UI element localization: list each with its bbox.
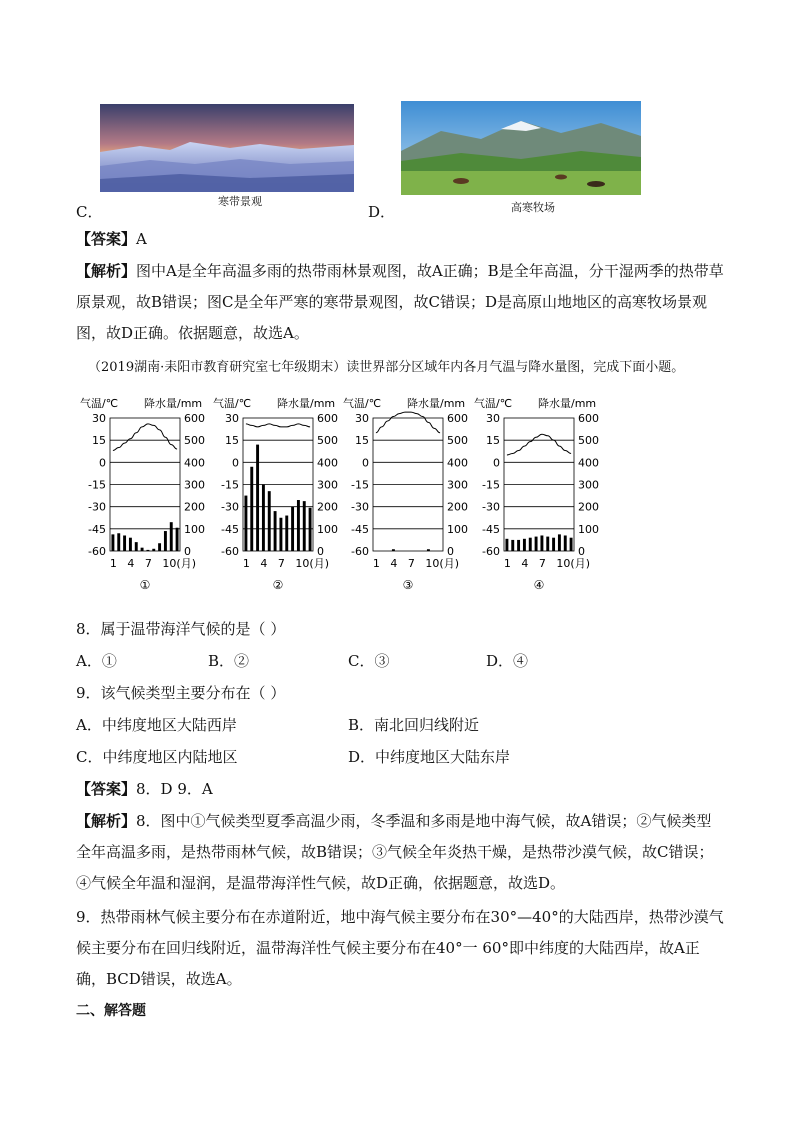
precipitation-bar (505, 539, 508, 551)
climate-chart-2 (213, 396, 338, 592)
answer-value-8-9: 8．D 9．A (136, 780, 213, 798)
section-heading: 二、解答题 (76, 1003, 146, 1019)
analysis-label: 【解析】 (76, 262, 137, 280)
temp-tick-label: -45 (221, 522, 239, 536)
temperature-curve (113, 424, 177, 451)
analysis-paragraph-8 (76, 806, 724, 899)
precipitation-bar (291, 507, 294, 551)
month-tick-label: 10(月) (162, 557, 197, 570)
month-tick-label: 7 (538, 557, 546, 570)
q9-option-a[interactable]: A．中纬度地区大陆西岸 (76, 716, 237, 734)
precipitation-bar (511, 540, 514, 551)
q8-option-a[interactable]: A．① (76, 652, 117, 670)
precipitation-bar (558, 534, 561, 551)
analysis-text-8: 8．图中①气候类型夏季高温少雨，冬季温和多雨是地中海气候，故A错误；②气候类型全年高温多雨，是热带雨林气候，故B错误；③气候全年炎热干燥，是热带沙漠气候，故C错误；④气候全年温和湿润，是温带海洋性气候，故D正确，依据题意，故选D。 (76, 812, 714, 892)
precipitation-bar (570, 538, 573, 551)
answer-label-8-9: 【答案】 (76, 780, 137, 798)
image-caption-c: 寒带景观 (218, 195, 262, 208)
temp-tick-label: 15 (225, 434, 239, 448)
precip-tick-label: 100 (578, 522, 599, 536)
precip-tick-label: 200 (317, 500, 338, 514)
precipitation-bar (146, 550, 149, 551)
temperature-curve (376, 412, 440, 433)
temp-tick-label: 0 (493, 456, 500, 470)
precip-tick-label: 600 (184, 412, 205, 425)
precipitation-axis-label: 降水量/mm (407, 397, 466, 410)
temp-tick-label: -30 (482, 500, 500, 514)
temperature-curve (507, 434, 571, 455)
precip-tick-label: 400 (184, 456, 205, 470)
precipitation-bar (141, 548, 144, 551)
precipitation-bar (297, 500, 300, 551)
temp-tick-label: -15 (482, 478, 500, 492)
temp-tick-label: -60 (88, 545, 106, 558)
temp-tick-label: -30 (351, 500, 369, 514)
precip-tick-label: 600 (317, 412, 338, 425)
precipitation-bar (309, 508, 312, 551)
temp-tick-label: 30 (355, 412, 369, 425)
temp-tick-label: -15 (351, 478, 369, 492)
temp-tick-label: 0 (232, 456, 239, 470)
climate-chart-1 (80, 396, 205, 592)
precipitation-bar (546, 537, 549, 551)
analysis-text: 图中A是全年高温多雨的热带雨林景观图，故A正确；B是全年高温，分干湿两季的热带草原景观，故B错误；图C是全年严寒的寒带景观图，故C错误；D是高原山地地区的高寒牧场景观图，故D正确。依据题意，故选A。 (76, 262, 724, 342)
precip-tick-label: 200 (184, 500, 205, 514)
month-tick-label: 4 (521, 557, 529, 570)
precip-tick-label: 300 (578, 478, 599, 492)
answer-line (76, 224, 724, 255)
temp-tick-label: 15 (486, 434, 500, 448)
month-tick-label: 10(月) (425, 557, 460, 570)
temp-tick-label: 0 (99, 456, 106, 470)
temperature-axis-label: 气温/℃ (343, 397, 382, 410)
precipitation-bar (262, 485, 265, 552)
precipitation-axis-label: 降水量/mm (144, 397, 203, 410)
precipitation-bar (176, 528, 179, 551)
precipitation-bar (392, 549, 395, 551)
climate-chart-3 (343, 396, 468, 592)
precip-tick-label: 600 (447, 412, 468, 425)
precipitation-bar (117, 533, 120, 551)
analysis-label-8-9: 【解析】 (76, 812, 137, 830)
precipitation-bar (164, 531, 167, 551)
precipitation-bar (540, 535, 543, 551)
temp-tick-label: 30 (225, 412, 239, 425)
precipitation-bar (427, 549, 430, 551)
answer-label: 【答案】 (76, 230, 137, 248)
question-intro: （2019湖南·耒阳市教育研究室七年级期末）读世界部分区域年内各月气温与降水量图，完成下面小题。 (88, 360, 685, 375)
precip-tick-label: 0 (447, 545, 454, 558)
q8-stem: 8．属于温带海洋气候的是（ ） (76, 620, 286, 638)
temperature-axis-label: 气温/℃ (474, 397, 513, 410)
precipitation-bar (111, 534, 114, 551)
precip-tick-label: 100 (184, 522, 205, 536)
precip-tick-label: 500 (578, 434, 599, 448)
temp-tick-label: 30 (486, 412, 500, 425)
precip-tick-label: 0 (184, 545, 191, 558)
precip-tick-label: 400 (578, 456, 599, 470)
chart-number-label: ② (272, 578, 284, 592)
precip-tick-label: 100 (317, 522, 338, 536)
q9-option-c[interactable]: C．中纬度地区内陆地区 (76, 748, 238, 766)
precip-tick-label: 400 (317, 456, 338, 470)
option-d-letter: D． (368, 203, 396, 221)
precipitation-bar (250, 467, 253, 551)
image-caption-d: 高寒牧场 (511, 201, 555, 214)
precipitation-axis-label: 降水量/mm (538, 397, 597, 410)
temperature-curve (246, 424, 310, 427)
temp-tick-label: -30 (88, 500, 106, 514)
month-tick-label: 4 (260, 557, 268, 570)
month-tick-label: 1 (503, 557, 511, 570)
cold-zone-landscape-image (100, 104, 354, 192)
precipitation-bar (529, 538, 532, 551)
temp-tick-label: -15 (221, 478, 239, 492)
answer-value: A (136, 230, 147, 248)
month-tick-label: 1 (109, 557, 117, 570)
month-tick-label: 1 (372, 557, 380, 570)
precipitation-bar (135, 542, 138, 551)
q9-option-d[interactable]: D．中纬度地区大陆东岸 (348, 748, 511, 766)
chart-number-label: ③ (402, 578, 414, 592)
climate-chart-4 (474, 396, 599, 592)
month-tick-label: 1 (242, 557, 250, 570)
temp-tick-label: -45 (88, 522, 106, 536)
month-tick-label: 4 (390, 557, 398, 570)
q8-option-b[interactable]: B．② (208, 652, 250, 670)
precipitation-bar (274, 511, 277, 551)
precipitation-bar (285, 516, 288, 551)
climate-charts (80, 388, 640, 593)
option-c-letter: C． (76, 203, 103, 221)
month-tick-label: 10(月) (556, 557, 591, 570)
precipitation-bar (129, 538, 132, 551)
precip-tick-label: 500 (447, 434, 468, 448)
q9-stem: 9．该气候类型主要分布在（ ） (76, 684, 286, 702)
precip-tick-label: 300 (317, 478, 338, 492)
temp-tick-label: -30 (221, 500, 239, 514)
temp-tick-label: 15 (355, 434, 369, 448)
precipitation-bar (523, 539, 526, 551)
temp-tick-label: -60 (221, 545, 239, 558)
precipitation-bar (170, 522, 173, 551)
precip-tick-label: 0 (317, 545, 324, 558)
precipitation-bar (152, 549, 155, 551)
precip-tick-label: 200 (447, 500, 468, 514)
precip-tick-label: 200 (578, 500, 599, 514)
precipitation-bar (279, 518, 282, 551)
precip-tick-label: 400 (447, 456, 468, 470)
precip-tick-label: 500 (184, 434, 205, 448)
month-tick-label: 7 (277, 557, 285, 570)
temp-tick-label: 30 (92, 412, 106, 425)
precipitation-bar (268, 491, 271, 551)
temp-tick-label: -60 (482, 545, 500, 558)
q8-option-c[interactable]: C．③ (348, 652, 390, 670)
temp-tick-label: -15 (88, 478, 106, 492)
answer-line-8-9 (76, 774, 724, 805)
precipitation-bar (564, 535, 567, 551)
temperature-axis-label: 气温/℃ (80, 397, 119, 410)
precip-tick-label: 0 (578, 545, 585, 558)
precipitation-axis-label: 降水量/mm (277, 397, 336, 410)
temp-tick-label: -45 (351, 522, 369, 536)
precipitation-bar (123, 535, 126, 551)
month-tick-label: 4 (127, 557, 135, 570)
temp-tick-label: -60 (351, 545, 369, 558)
precipitation-bar (158, 543, 161, 551)
precip-tick-label: 300 (447, 478, 468, 492)
temp-tick-label: 0 (362, 456, 369, 470)
q8-option-d[interactable]: D．④ (486, 652, 529, 670)
analysis-paragraph (76, 256, 724, 349)
chart-number-label: ① (139, 578, 151, 592)
alpine-pasture-image (401, 101, 641, 195)
precipitation-bar (552, 538, 555, 551)
temp-tick-label: -45 (482, 522, 500, 536)
precip-tick-label: 500 (317, 434, 338, 448)
month-tick-label: 7 (144, 557, 152, 570)
precipitation-bar (303, 501, 306, 551)
precip-tick-label: 600 (578, 412, 599, 425)
precipitation-bar (535, 537, 538, 551)
q9-option-b[interactable]: B．南北回归线附近 (348, 716, 480, 734)
precipitation-bar (256, 445, 259, 551)
month-tick-label: 10(月) (295, 557, 330, 570)
precipitation-bar (244, 496, 247, 551)
chart-number-label: ④ (533, 578, 545, 592)
precip-tick-label: 300 (184, 478, 205, 492)
temperature-axis-label: 气温/℃ (213, 397, 252, 410)
temp-tick-label: 15 (92, 434, 106, 448)
precip-tick-label: 100 (447, 522, 468, 536)
month-tick-label: 7 (407, 557, 415, 570)
precipitation-bar (517, 540, 520, 551)
analysis-paragraph-9: 9．热带雨林气候主要分布在赤道附近，地中海气候主要分布在30°—40°的大陆西岸，热带沙漠气候主要分布在回归线附近，温带海洋性气候主要分布在40°一 60°即中纬度的大陆西岸，故A正确，BCD错误，故选A。 (76, 908, 724, 988)
